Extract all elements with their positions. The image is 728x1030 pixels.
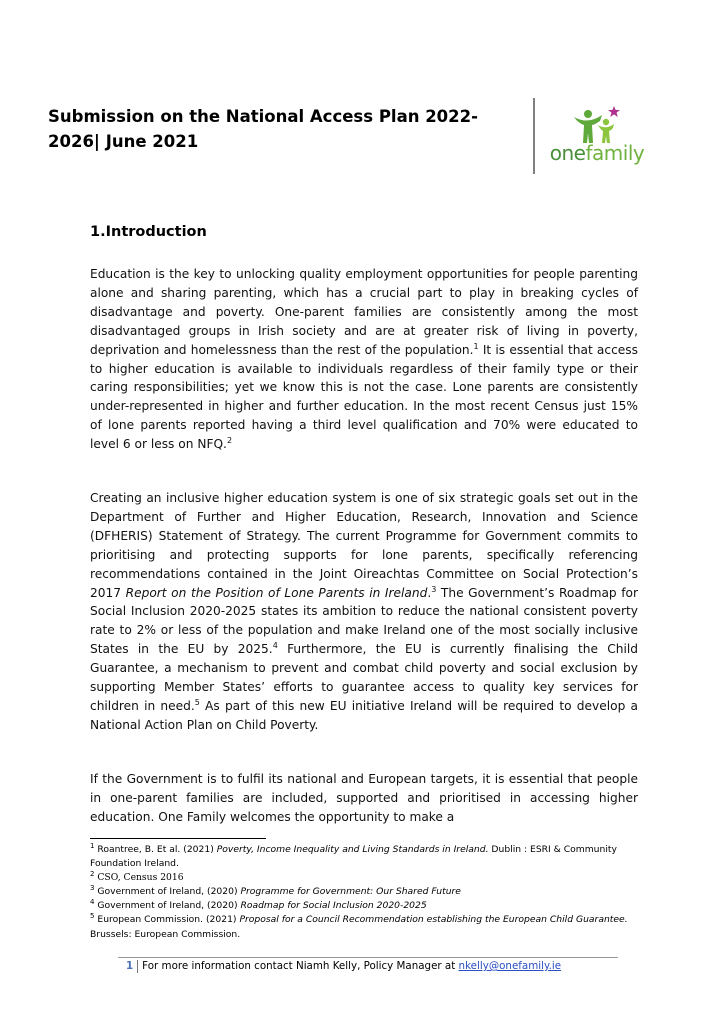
- footnote-title: Programme for Government: Our Shared Future: [240, 886, 461, 898]
- document-title: Submission on the National Access Plan 2022-2026| June 2021: [48, 107, 478, 151]
- family-figures-icon: [568, 105, 624, 145]
- footnote-title: Roadmap for Social Inclusion 2020-2025: [240, 900, 427, 912]
- footnote-title: Proposal for a Council Recommendation establishing the European Child Guarantee.: [239, 914, 628, 926]
- footnote-separator: [90, 838, 266, 839]
- footnotes: [90, 843, 650, 942]
- header-divider: [533, 98, 535, 174]
- footnote-title: Poverty, Income Inequality and Living Standards in Ireland.: [216, 844, 489, 855]
- footnote-item: [90, 843, 650, 871]
- contact-email-link[interactable]: nkelly@onefamily.ie: [458, 960, 562, 972]
- footnote-number: 3: [90, 884, 95, 893]
- logo-text-family: family: [585, 141, 645, 165]
- section-heading: 1.Introduction: [90, 224, 207, 240]
- footnote-ref[interactable]: 3: [431, 584, 437, 594]
- footnote-item: [90, 871, 650, 885]
- footer-contact-text: For more information contact Niamh Kelly, Policy Manager at: [142, 960, 459, 972]
- report-title-italic: Report on the Position of Lone Parents in Ireland: [125, 585, 428, 600]
- paragraph-text: Creating an inclusive higher education system is one of six strategic goals set out in the Department of Further and Higher Education, Research, Innovation and Science (DFHERIS) Statement of Strategy. The current Programme for Government commits to prioritising and protecting supports for lone parents, specifically referencing recommendations contained in the Joint Oireachtas Committee on Social Protection’s 2017: [90, 491, 638, 600]
- footnote-item: [90, 899, 650, 913]
- footnote-text: Dublin : ESRI & Community Foundation Ireland.: [90, 844, 617, 870]
- footnote-item: [90, 913, 650, 941]
- footer-separator: [137, 960, 138, 973]
- footnote-text: Government of Ireland, (2020): [94, 886, 241, 898]
- paragraph-3: If the Government is to fulfil its national and European targets, it is essential that people in one-parent families are included, supported and prioritised in accessing higher education. One Family welcomes the opportunity to make a: [90, 772, 638, 824]
- logo-wordmark: [542, 141, 652, 165]
- footnote-ref[interactable]: 2: [226, 436, 233, 446]
- footnote-text: European Commission. (2021): [94, 914, 240, 926]
- paragraph-2: [90, 489, 638, 735]
- footnote-ref[interactable]: 5: [194, 697, 200, 707]
- paragraph-text: Education is the key to unlocking quality employment opportunities for people parenting alone and sharing parenting, which has a crucial part to play in breaking cycles of disadvantage and poverty. One-parent families are consistently among the most disadvantaged groups in Irish society and are at greater risk of living in poverty, deprivation and homelessness than the rest of the population.: [90, 267, 638, 357]
- footnote-item: [90, 885, 650, 899]
- footnote-number: 5: [90, 912, 95, 921]
- footnote-text: Roantree, B. Et al. (2021): [94, 844, 217, 855]
- footnote-number: 2: [90, 870, 95, 879]
- logo-text-one: one: [549, 141, 586, 165]
- footnote-ref[interactable]: 4: [272, 641, 278, 651]
- paragraph-text: It is essential that access to higher education is available to individuals regardless of their family type or their caring responsibilities; yet we know this is not the case. Lone parents are consistently under-represented in higher and further education. In the most recent Census just 15% of lone parents reported having a third level qualification and 70% were educated to level 6 or less on NFQ.: [90, 342, 638, 452]
- footnote-text: Government of Ireland, (2020): [94, 900, 241, 912]
- onefamily-logo: [542, 105, 652, 167]
- paragraph-text: .: [427, 585, 432, 600]
- paragraph-text: Furthermore, the EU is currently finalising the Child Guarantee, a mechanism to prevent and combat child poverty and social exclusion by supporting Member States’ efforts to guarantee access to quality key services for children in need.: [90, 642, 638, 713]
- footnote-number: 4: [90, 898, 95, 907]
- paragraph-text: As part of this new EU initiative Ireland will be required to develop a National Action Plan on Child Poverty.: [90, 698, 638, 732]
- footnote-text: CSO, Census 2016: [94, 872, 184, 884]
- page-footer: [118, 957, 618, 976]
- footnote-number: 1: [90, 841, 95, 850]
- paragraph-1: [90, 265, 638, 454]
- page-number: 1: [126, 960, 134, 972]
- footnote-text: Brussels: European Commission.: [90, 928, 241, 940]
- paragraph-text: The Government’s Roadmap for Social Inclusion 2020-2025 states its ambition to reduce the national consistent poverty rate to 2% or less of the population and make Ireland one of the most socially inclusive States in the EU by 2025.: [90, 585, 639, 657]
- footnote-ref[interactable]: 1: [473, 341, 479, 351]
